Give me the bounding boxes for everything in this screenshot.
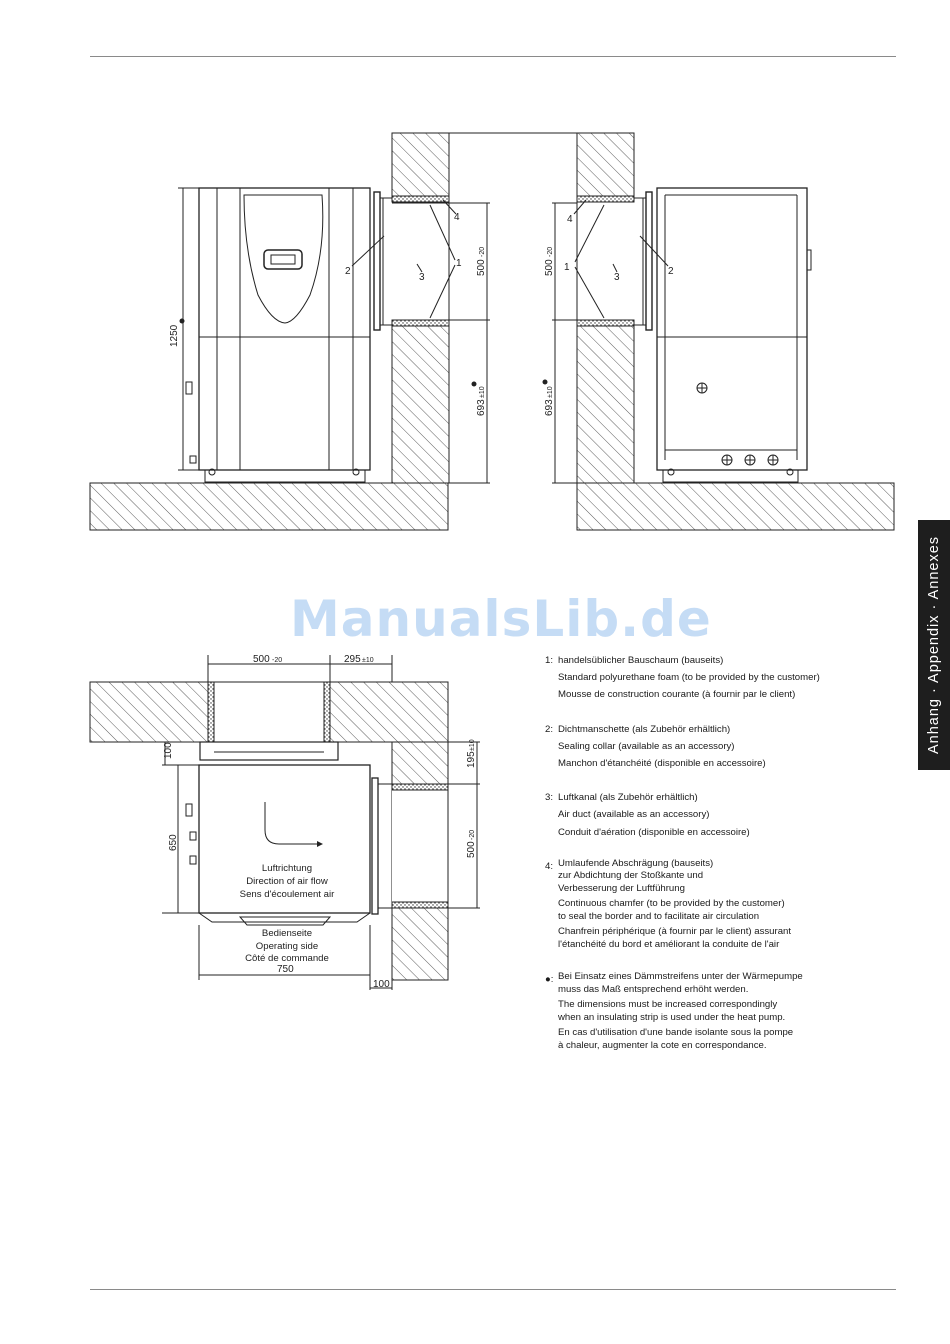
legend-num: ●: (545, 974, 554, 986)
legend-num: 4: (545, 860, 554, 872)
callout-4-left: 4 (454, 212, 460, 223)
legend-line: Manchon d'étanchéité (disponible en accessoire) (558, 758, 766, 770)
dim-500-plan-side-tol: -20 (469, 829, 476, 840)
dim-500-right: 500 (544, 259, 555, 276)
legend-line: Dichtmanschette (als Zubehör erhältlich) (558, 723, 731, 735)
legend-line: Luftkanal (als Zubehör erhältlich) (558, 792, 698, 804)
plan-view (90, 655, 480, 990)
dim-195-plan-tol: ±10 (469, 739, 476, 751)
legend-line: to seal the border and to facilitate air circulation (558, 910, 760, 922)
dim-693-tol-left: ±10 (479, 386, 486, 398)
airflow-label-en: Direction of air flow (246, 876, 328, 887)
dim-650-plan: 650 (168, 834, 179, 851)
legend-line: Verbesserung der Luftführung (558, 882, 685, 894)
dim-1250 (169, 324, 180, 347)
callout-3-left: 3 (419, 272, 425, 283)
dim-500-plan-side: 500 (466, 841, 477, 858)
dim-195-plan: 195 (466, 751, 477, 768)
legend-item-1 (545, 652, 875, 704)
legend-line: handelsüblicher Bauschaum (bauseits) (558, 655, 724, 666)
legend-line: Standard polyurethane foam (to be provided by the customer) (558, 672, 820, 684)
dim-500-plan: 500 (253, 654, 270, 665)
operating-label-fr: Côté de commande (245, 953, 329, 964)
left-elevation (90, 133, 578, 530)
legend-line: l'étanchéité du bord et améliorant la conduite de l'air (558, 938, 780, 950)
legend-item-note (545, 971, 875, 1055)
left-wall-lower (392, 325, 449, 483)
legend-line: En cas d'utilisation d'une bande isolante sous la pompe (558, 1027, 794, 1039)
left-heat-pump (199, 188, 370, 470)
callout-2-left: 2 (345, 266, 351, 277)
legend-line: zur Abdichtung der Stoßkante und (558, 870, 704, 882)
airflow-label-fr: Sens d'écoulement air (239, 889, 335, 900)
dim-693-left: 693 (476, 399, 487, 416)
callout-4-right: 4 (567, 214, 573, 225)
legend-line: Bei Einsatz eines Dämmstreifens unter der Wärmepumpe (558, 971, 803, 983)
operating-label-de: Bedienseite (261, 928, 313, 939)
legend-line: The dimensions must be increased correspondingly (558, 999, 778, 1011)
plan-wall-right (330, 682, 448, 742)
section-side-tab-label: Anhang · Appendix · Annexes (926, 535, 942, 755)
dim-tol-right: -20 (547, 246, 554, 257)
right-floor (577, 483, 894, 530)
legend-line: Air duct (available as an accessory) (558, 809, 710, 821)
legend-num: 3: (545, 792, 554, 804)
legend-item-4 (545, 858, 875, 955)
right-wall-lower (577, 325, 634, 483)
legend-num: 1: (545, 655, 554, 666)
legend-item-3 (545, 789, 875, 841)
dim-100-plan-top: 100 (163, 742, 174, 759)
dim-295-plan: 295 (344, 654, 361, 665)
dim-500-left: 500 (476, 259, 487, 276)
section-side-tab (918, 520, 950, 770)
dim-tol-left: -20 (479, 246, 486, 257)
control-display (264, 250, 302, 269)
dim-100-plan-wall: 100 (373, 979, 390, 990)
legend-line: à chaleur, augmenter la cote en correspondance. (558, 1039, 767, 1051)
dim-500-plan-tol: -20 (272, 657, 283, 664)
dim-693-tol-right: ±10 (547, 386, 554, 398)
legend-line: Mousse de construction courante (à fournir par le client) (558, 689, 796, 701)
legend-line: Umlaufende Abschrägung (bauseits) (558, 857, 714, 869)
callout-1-left: 1 (456, 258, 462, 269)
legend-line: Sealing collar (available as an accessory) (558, 740, 735, 752)
watermark: ManualsLib.de (290, 590, 712, 648)
legend-line: muss das Maß entsprechend erhöht werden. (558, 983, 749, 995)
callout-1-right: 1 (564, 262, 570, 273)
dim-693-right: 693 (544, 399, 555, 416)
right-wall-upper (577, 133, 634, 198)
airflow-label-de: Luftrichtung (261, 863, 313, 874)
legend-line: Conduit d'aération (disponible en accessoire) (558, 826, 750, 838)
dim-1250-value: 1250 (169, 324, 180, 347)
plan-wall-left (90, 682, 208, 742)
legend-num: 2: (545, 723, 554, 735)
operating-label-en: Operating side (255, 941, 319, 952)
left-wall-upper (392, 133, 449, 198)
legend-line: when an insulating strip is used under the heat pump. (558, 1011, 786, 1023)
right-elevation (552, 133, 894, 530)
legend-line: Continuous chamfer (to be provided by the customer) (558, 898, 785, 910)
legend (545, 652, 875, 1072)
right-heat-pump (657, 188, 807, 470)
left-floor (90, 483, 448, 530)
dim-295-plan-tol: ±10 (362, 657, 374, 664)
dim-750-plan: 750 (277, 964, 294, 975)
legend-line: Chanfrein périphérique (à fournir par le client) assurant (558, 926, 792, 938)
legend-item-2 (545, 721, 875, 773)
callout-3-right: 3 (614, 272, 620, 283)
callout-2-right: 2 (668, 266, 674, 277)
